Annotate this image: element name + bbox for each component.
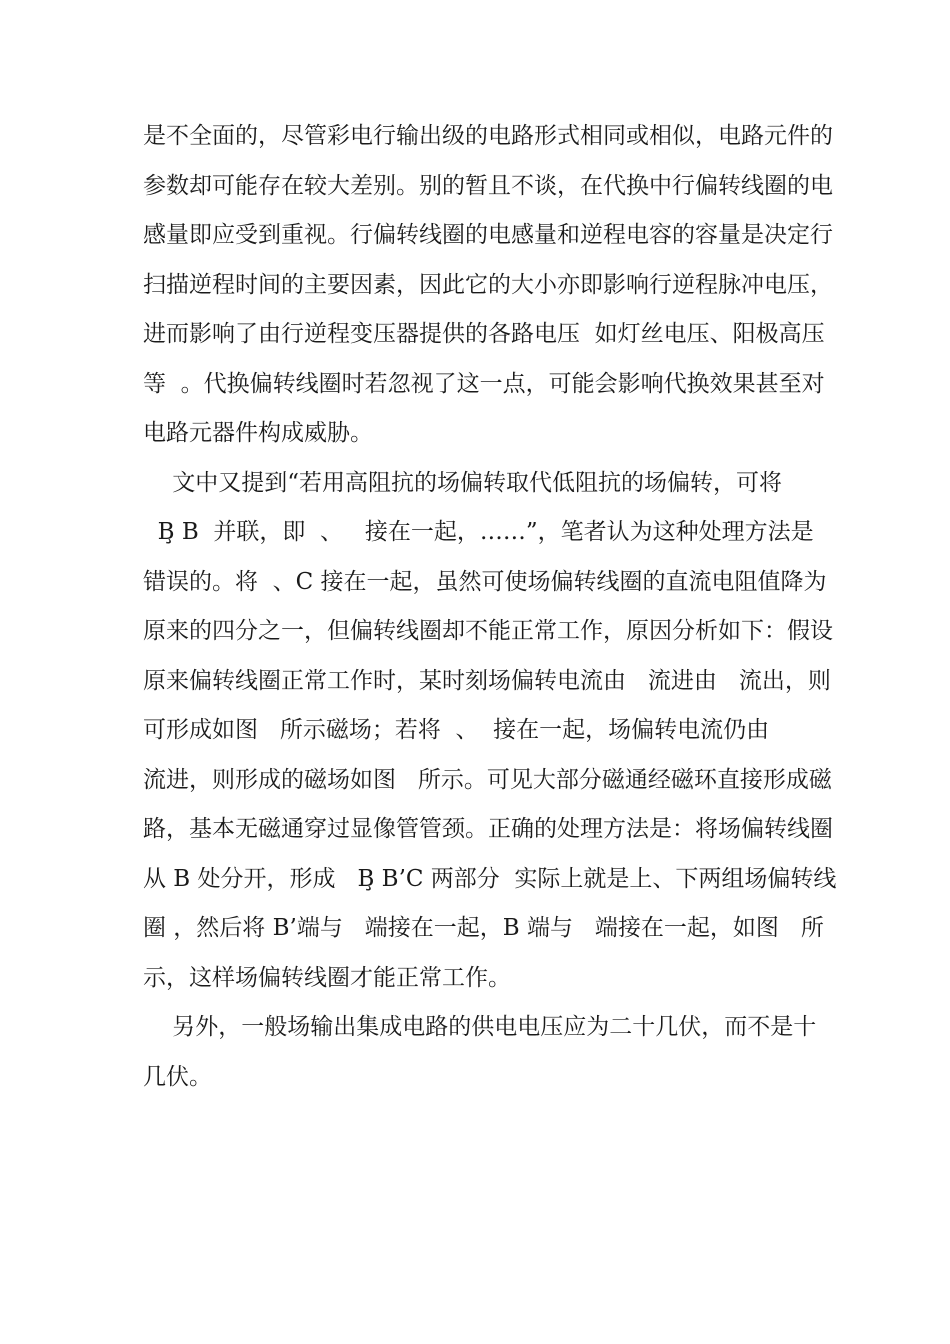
text-line: 文中又提到“若用高阻抗的场偏转取代低阻抗的场偏转，可将	[143, 469, 783, 496]
text-line: 扫描逆程时间的主要因素，因此它的大小亦即影响行逆程脉冲电压，	[143, 271, 833, 298]
text-line: 示，这样场偏转线圈才能正常工作。	[143, 964, 511, 991]
body-text	[143, 112, 837, 1102]
text-line: 错误的。将 、C 接在一起，虽然可使场偏转线圈的直流电阻值降为	[143, 568, 827, 595]
text-line: 是不全面的，尽管彩电行输出级的电路形式相同或相似，电路元件的	[143, 123, 833, 149]
text-line: 从 B 处分开，形成 B̧ B’C 两部分 实际上就是上、下两组场偏转线	[143, 865, 837, 892]
text-line: 另外，一般场输出集成电路的供电电压应为二十几伏，而不是十	[143, 1014, 817, 1040]
text-line: 原来的四分之一，但偏转线圈却不能正常工作，原因分析如下：假设	[143, 618, 833, 644]
text-line: 圈 ，然后将 B’端与 端接在一起，B 端与 端接在一起，如图 所	[143, 915, 824, 941]
text-line: 几伏。	[143, 1063, 212, 1090]
text-line: 感量即应受到重视。行偏转线圈的电感量和逆程电容的容量是决定行	[143, 222, 833, 248]
text-line: 路，基本无磁通穿过显像管管颈。正确的处理方法是：将场偏转线圈	[143, 816, 833, 842]
text-line: 参数却可能存在较大差别。别的暂且不谈，在代换中行偏转线圈的电	[143, 172, 833, 199]
text-line: B̧ B 并联，即 、 接在一起，……”，笔者认为这种处理方法是	[143, 519, 814, 545]
text-line: 电路元器件构成威胁。	[143, 420, 373, 446]
text-line: 原来偏转线圈正常工作时，某时刻场偏转电流由 流进由 流出，则	[143, 667, 831, 694]
text-line: 流进，则形成的磁场如图 所示。可见大部分磁通经磁环直接形成磁	[143, 766, 832, 793]
text-line: 进而影响了由行逆程变压器提供的各路电压 如灯丝电压、阳极高压	[143, 321, 825, 347]
text-line: 可形成如图 所示磁场；若将 、 接在一起，场偏转电流仍由	[143, 717, 770, 743]
text-line: 等 。代换偏转线圈时若忽视了这一点，可能会影响代换效果甚至对	[143, 370, 825, 397]
